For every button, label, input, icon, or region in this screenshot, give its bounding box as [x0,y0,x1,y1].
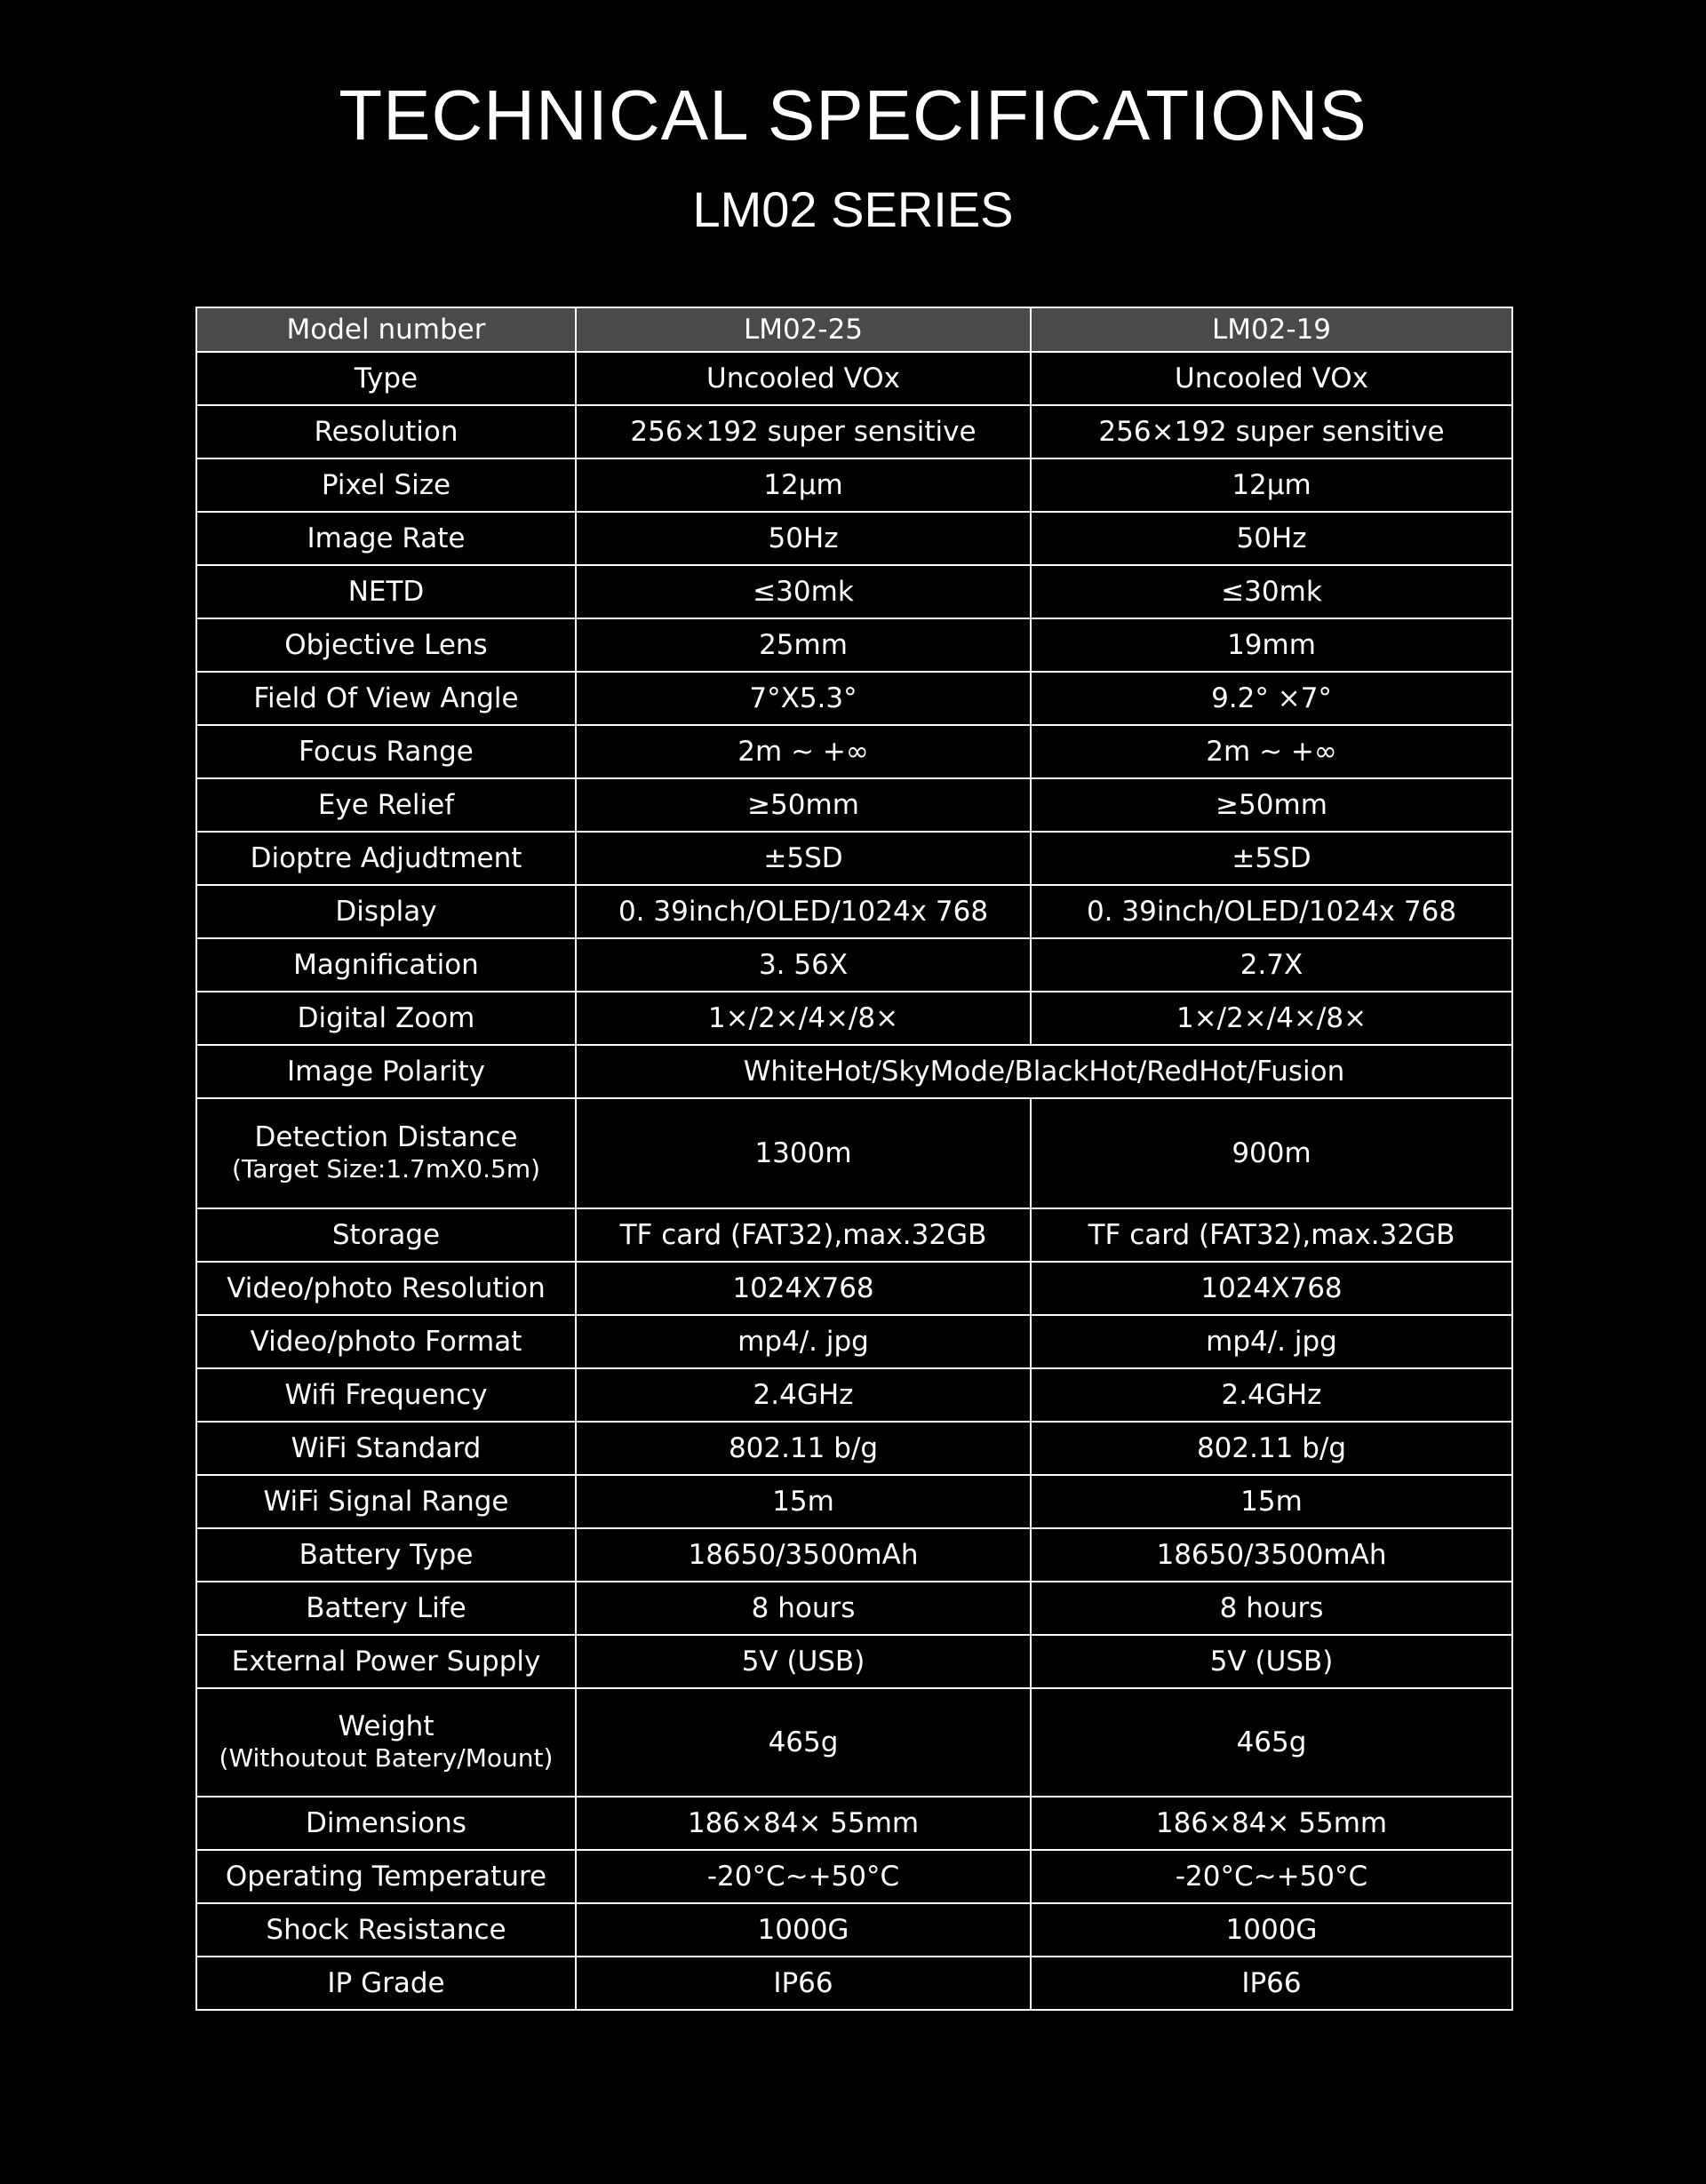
row-label [196,1903,576,1957]
row-label [196,885,576,938]
row-label-text: Type [354,363,419,395]
cell-value-lm02-25: 0. 39inch/OLED/1024x 768 [576,885,1031,938]
spec-table [195,307,1513,2011]
row-label [196,938,576,992]
cell-value-lm02-19: 9.2° ×7° [1031,672,1512,725]
row-label [196,352,576,405]
spec-table-body [196,352,1512,2010]
table-row [196,1475,1512,1528]
cell-value-lm02-19: 19mm [1031,618,1512,672]
cell-value-lm02-25: 1024X768 [576,1262,1031,1315]
cell-value-lm02-19: Uncooled VOx [1031,352,1512,405]
cell-value-lm02-19: 2.7X [1031,938,1512,992]
cell-value-lm02-19: 1000G [1031,1903,1512,1957]
cell-value-lm02-19: 2m ~ +∞ [1031,725,1512,778]
cell-value-lm02-19: 12μm [1031,458,1512,512]
cell-value-lm02-25: 1×/2×/4×/8× [576,992,1031,1045]
cell-value-lm02-19: 1×/2×/4×/8× [1031,992,1512,1045]
table-row [196,778,1512,832]
row-label-text: Image Rate [307,522,466,554]
row-label-text: Resolution [314,416,458,448]
row-label-text: IP Grade [327,1967,445,1999]
cell-value-merged: WhiteHot/SkyMode/BlackHot/RedHot/Fusion [576,1045,1512,1098]
row-label-text: Dimensions [306,1807,466,1839]
row-label-text: Storage [331,1219,441,1251]
table-row [196,512,1512,565]
row-label [196,778,576,832]
cell-value-lm02-19: 18650/3500mAh [1031,1528,1512,1582]
row-label [196,1528,576,1582]
cell-value-lm02-25: IP66 [576,1957,1031,2010]
cell-value-lm02-25: 8 hours [576,1582,1031,1635]
cell-value-lm02-19: 256×192 super sensitive [1031,405,1512,458]
row-label [196,1098,576,1208]
row-label [196,672,576,725]
cell-value-lm02-19: 50Hz [1031,512,1512,565]
row-label-text: Battery Type [299,1539,474,1571]
table-row [196,618,1512,672]
row-label-text: Image Polarity [287,1056,485,1088]
row-label-text: Video/photo Resolution [227,1272,546,1304]
row-label-text: Field Of View Angle [253,682,519,714]
row-label-text: Operating Temperature [225,1861,547,1893]
row-label [196,458,576,512]
row-label-subtext: (Target Size:1.7mX0.5m) [231,1154,541,1184]
cell-value-lm02-19: 186×84× 55mm [1031,1797,1512,1850]
table-header-row [196,307,1512,352]
cell-value-lm02-25: -20°C~+50°C [576,1850,1031,1903]
cell-value-lm02-19: 802.11 b/g [1031,1422,1512,1475]
table-row [196,1957,1512,2010]
cell-value-lm02-25: mp4/. jpg [576,1315,1031,1368]
row-label [196,832,576,885]
cell-value-lm02-25: 802.11 b/g [576,1422,1031,1475]
cell-value-lm02-25: 25mm [576,618,1031,672]
cell-value-lm02-19: -20°C~+50°C [1031,1850,1512,1903]
row-label-text: Pixel Size [321,469,451,501]
table-row [196,938,1512,992]
row-label [196,1797,576,1850]
row-label-text: Detection Distance [254,1121,518,1153]
row-label-text: Display [335,896,437,928]
row-label-text: External Power Supply [231,1646,541,1678]
table-row [196,992,1512,1045]
table-row [196,1422,1512,1475]
cell-value-lm02-25: 465g [576,1688,1031,1797]
row-label-text: Eye Relief [317,789,455,821]
row-label-text: Weight [338,1710,434,1742]
cell-value-lm02-25: 3. 56X [576,938,1031,992]
table-row [196,672,1512,725]
row-label-subtext: (Withoutout Batery/Mount) [219,1743,554,1773]
row-label [196,1315,576,1368]
table-row [196,1528,1512,1582]
cell-value-lm02-19: 5V (USB) [1031,1635,1512,1688]
row-label-text: Digital Zoom [297,1002,475,1034]
cell-value-lm02-19: 900m [1031,1098,1512,1208]
cell-value-lm02-25: 50Hz [576,512,1031,565]
table-row [196,565,1512,618]
cell-value-lm02-19: mp4/. jpg [1031,1315,1512,1368]
table-row [196,1098,1512,1208]
row-label [196,618,576,672]
row-label-text: Wifi Frequency [284,1379,488,1411]
table-row [196,1688,1512,1797]
cell-value-lm02-19: 8 hours [1031,1582,1512,1635]
row-label [196,1208,576,1262]
table-row [196,1315,1512,1368]
row-label [196,725,576,778]
row-label-text: Shock Resistance [266,1914,506,1946]
cell-value-lm02-19: 465g [1031,1688,1512,1797]
page-subtitle: LM02 SERIES [692,181,1014,237]
column-header: LM02-25 [576,307,1031,352]
cell-value-lm02-19: 0. 39inch/OLED/1024x 768 [1031,885,1512,938]
row-label [196,1422,576,1475]
cell-value-lm02-19: 1024X768 [1031,1262,1512,1315]
row-label-text: Video/photo Format [250,1326,522,1358]
row-label-text: WiFi Standard [291,1432,482,1464]
cell-value-lm02-25: ≤30mk [576,565,1031,618]
table-row [196,1208,1512,1262]
cell-value-lm02-25: 5V (USB) [576,1635,1031,1688]
row-label [196,1957,576,2010]
table-row [196,1797,1512,1850]
cell-value-lm02-19: 15m [1031,1475,1512,1528]
cell-value-lm02-25: ±5SD [576,832,1031,885]
cell-value-lm02-19: ≤30mk [1031,565,1512,618]
table-row [196,405,1512,458]
cell-value-lm02-25: 1000G [576,1903,1031,1957]
cell-value-lm02-19: 2.4GHz [1031,1368,1512,1422]
cell-value-lm02-25: Uncooled VOx [576,352,1031,405]
cell-value-lm02-25: 15m [576,1475,1031,1528]
table-row [196,1850,1512,1903]
cell-value-lm02-25: ≥50mm [576,778,1031,832]
cell-value-lm02-25: 12μm [576,458,1031,512]
row-label [196,1368,576,1422]
cell-value-lm02-25: 2.4GHz [576,1368,1031,1422]
table-row [196,1582,1512,1635]
cell-value-lm02-25: 186×84× 55mm [576,1797,1031,1850]
table-row [196,885,1512,938]
page-title: TECHNICAL SPECIFICATIONS [339,76,1367,155]
row-label [196,1688,576,1797]
cell-value-lm02-25: 1300m [576,1098,1031,1208]
cell-value-lm02-19: IP66 [1031,1957,1512,2010]
cell-value-lm02-25: TF card (FAT32),max.32GB [576,1208,1031,1262]
column-header: LM02-19 [1031,307,1512,352]
table-row [196,458,1512,512]
column-header: Model number [196,307,576,352]
row-label-text: Battery Life [306,1592,466,1624]
table-row [196,1045,1512,1098]
row-label [196,1582,576,1635]
row-label [196,405,576,458]
row-label-text: Objective Lens [284,629,488,661]
cell-value-lm02-25: 2m ~ +∞ [576,725,1031,778]
row-label-text: Magnification [293,949,479,981]
row-label-text: Dioptre Adjudtment [250,842,522,874]
table-row [196,1368,1512,1422]
row-label-text: Focus Range [299,736,474,768]
cell-value-lm02-19: ≥50mm [1031,778,1512,832]
row-label [196,1262,576,1315]
table-row [196,725,1512,778]
row-label [196,565,576,618]
table-row [196,1903,1512,1957]
row-label [196,1045,576,1098]
row-label [196,512,576,565]
row-label [196,992,576,1045]
table-row [196,352,1512,405]
table-row [196,832,1512,885]
table-row [196,1635,1512,1688]
row-label [196,1635,576,1688]
row-label [196,1850,576,1903]
cell-value-lm02-19: TF card (FAT32),max.32GB [1031,1208,1512,1262]
table-row [196,1262,1512,1315]
cell-value-lm02-25: 7°X5.3° [576,672,1031,725]
cell-value-lm02-25: 256×192 super sensitive [576,405,1031,458]
cell-value-lm02-25: 18650/3500mAh [576,1528,1031,1582]
cell-value-lm02-19: ±5SD [1031,832,1512,885]
row-label-text: NETD [347,576,425,608]
row-label-text: WiFi Signal Range [263,1486,509,1518]
row-label [196,1475,576,1528]
